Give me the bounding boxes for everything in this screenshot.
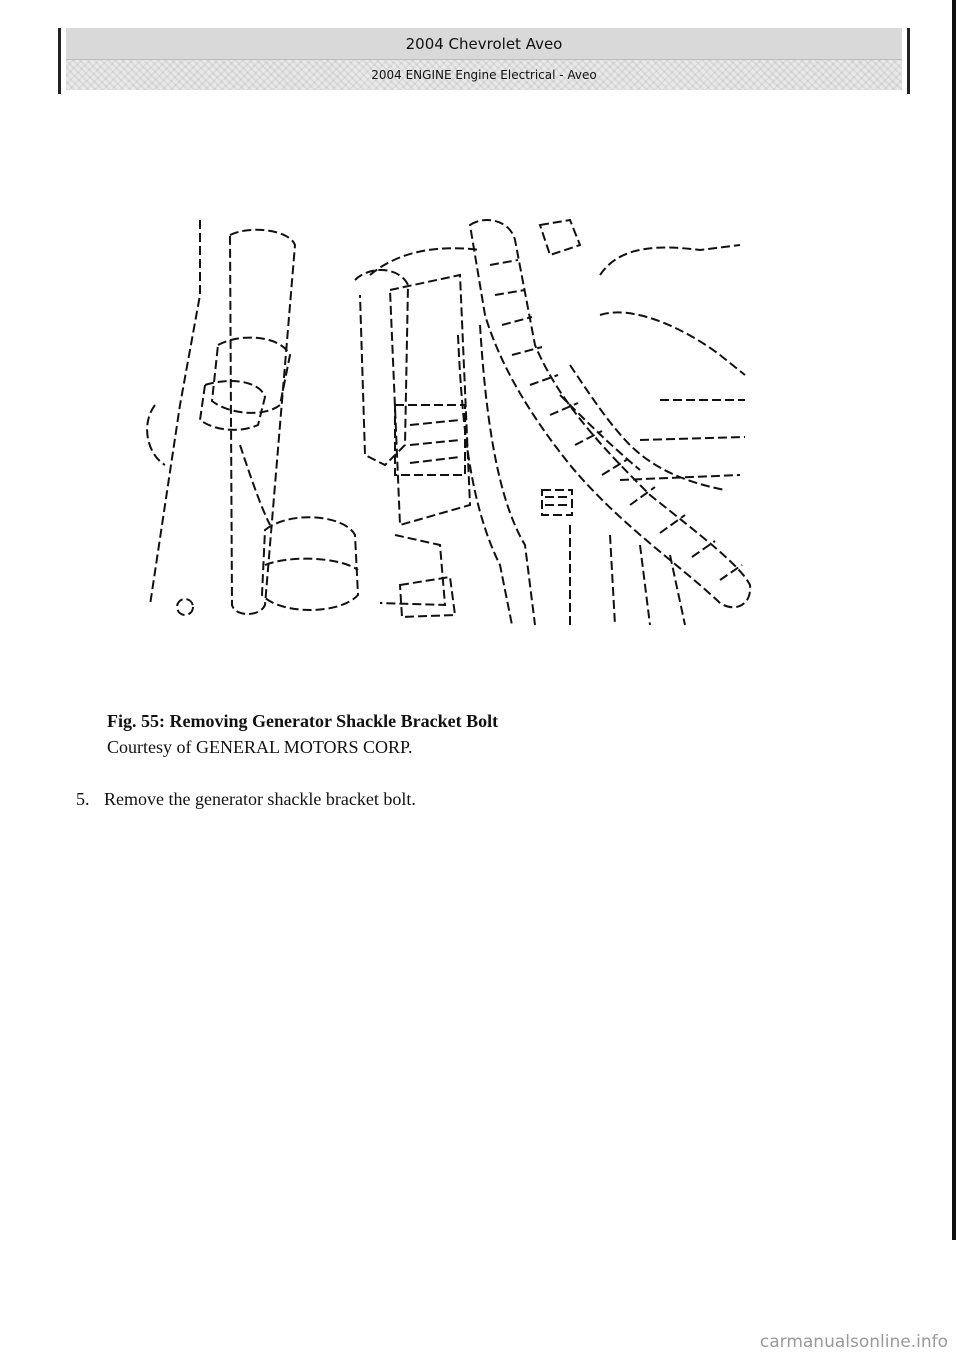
watermark: carmanualsonline.info: [759, 1332, 948, 1352]
connector-lines: [545, 497, 568, 505]
bottom-lines: [570, 525, 685, 625]
left-hose: [230, 230, 295, 614]
lower-strap: [240, 445, 270, 525]
document-header: [58, 28, 910, 94]
mount-plate: [400, 577, 455, 617]
step-number: 5.: [76, 789, 90, 809]
procedure-step: [76, 786, 876, 812]
generator-housing: [390, 275, 470, 525]
engine-contour: [600, 312, 745, 375]
housing-lines: [410, 420, 460, 463]
header-subtitle: 2004 ENGINE Engine Electrical - Aveo: [66, 60, 902, 90]
left-hose-clamp: [212, 338, 290, 413]
figure-courtesy: Courtesy of GENERAL MOTORS CORP.: [107, 737, 413, 757]
left-bracket: [147, 405, 165, 465]
line-drawing: [140, 205, 760, 635]
figure-title: Fig. 55: Removing Generator Shackle Bracket Bolt: [107, 711, 499, 731]
step-text: Remove the generator shackle bracket bolt.: [104, 789, 416, 809]
electrical-connector: [542, 490, 572, 515]
lower-boot-rib: [265, 559, 358, 570]
left-outline: [150, 220, 200, 605]
engine-block-right: [600, 245, 740, 275]
top-fitting: [540, 220, 580, 255]
left-hose-end: [177, 599, 193, 615]
header-title: 2004 Chevrolet Aveo: [66, 28, 902, 60]
page-border: [952, 0, 956, 1240]
center-bracket: [380, 535, 445, 605]
generator-bracket-illustration: [140, 205, 760, 635]
generator-body: [355, 270, 408, 465]
left-hose-ring: [200, 381, 265, 430]
figure-caption: [107, 708, 807, 760]
